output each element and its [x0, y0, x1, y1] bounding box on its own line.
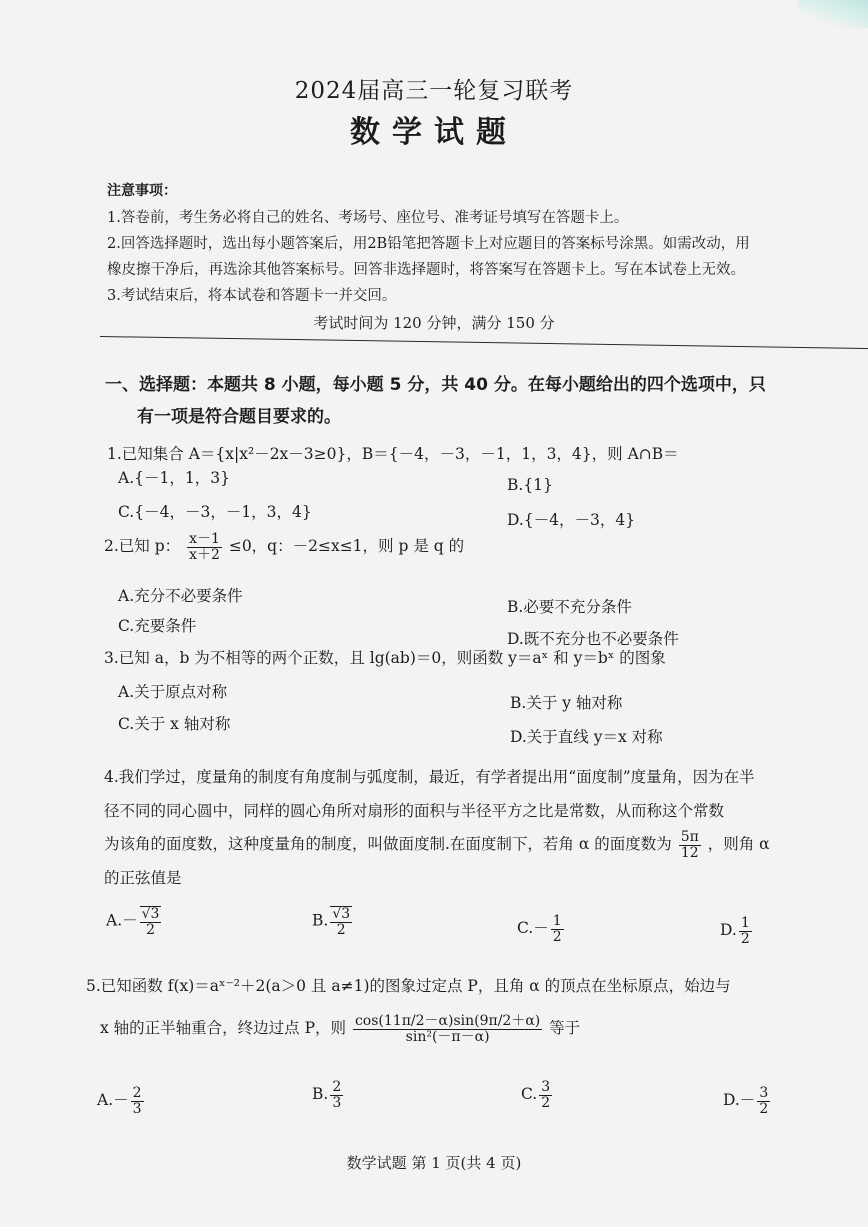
question-5-option-a-label: A.－ — [97, 1091, 129, 1110]
divider-line — [100, 336, 868, 349]
question-4-option-b-den: 2 — [336, 921, 346, 938]
question-4-line1: 4.我们学过，度量角的制度有角度制与弧度制，最近，有学者提出用“面度制”度量角，因为在半 — [104, 768, 755, 786]
section-heading-line2: 有一项是符合题目要求的。 — [137, 407, 341, 427]
question-4-option-c-den: 2 — [552, 928, 562, 945]
question-5-option-d-fraction — [757, 1086, 770, 1116]
exam-title: 2024届高三一轮复习联考 — [294, 78, 574, 104]
question-5-option-c-fraction — [539, 1080, 552, 1110]
question-4-option-a-label: A.－ — [106, 911, 138, 930]
notice-item-2b: 橡皮擦干净后，再选涂其他答案标号。回答非选择题时，将答案写在答题卡上。写在本试卷上无效。 — [107, 262, 745, 278]
question-4-option-a-den: 2 — [146, 921, 155, 938]
question-1-option-d: D.{－4，－3，4} — [507, 511, 636, 529]
question-3-option-d: D.关于直线 y＝x 对称 — [510, 728, 663, 746]
question-5-option-d — [723, 1086, 772, 1116]
question-2-fraction-den: x＋2 — [189, 546, 220, 563]
question-1-option-a: A.{－1，1，3} — [118, 469, 230, 487]
question-5-option-d-den: 2 — [759, 1100, 769, 1117]
question-5-line2-post: 等于 — [549, 1019, 581, 1038]
question-2-option-a: A.充分不必要条件 — [118, 587, 243, 605]
question-4-fraction-den: 12 — [680, 844, 699, 861]
question-5-option-a-den: 3 — [132, 1100, 142, 1117]
question-4-option-d-num: 1 — [740, 915, 750, 931]
question-3-option-b: B.关于 y 轴对称 — [510, 694, 623, 712]
question-5-option-b-num: 2 — [332, 1079, 342, 1095]
notice-heading: 注意事项： — [107, 183, 177, 199]
question-5-expression-num: cos(11π/2－α)sin(9π/2＋α) — [354, 1013, 541, 1029]
question-5-option-c-num: 3 — [541, 1079, 551, 1095]
question-4-option-b — [312, 906, 354, 937]
question-5-option-a — [97, 1086, 146, 1116]
question-4-option-b-fraction — [330, 906, 352, 937]
question-4-option-a — [106, 906, 163, 937]
question-4-fraction — [679, 830, 701, 860]
question-5-expression — [353, 1014, 542, 1044]
question-4-option-d — [720, 916, 754, 946]
question-4-line3-post: ，则角 α — [707, 835, 770, 854]
question-4-option-c-num: 1 — [552, 913, 562, 929]
question-4-option-c-fraction — [551, 914, 564, 944]
question-4-option-d-label: D. — [720, 921, 737, 940]
question-3-option-c: C.关于 x 轴对称 — [118, 715, 231, 733]
question-4-line4: 的正弦值是 — [104, 869, 182, 887]
page-footer: 数学试题 第 1 页(共 4 页) — [346, 1154, 522, 1172]
exam-time: 考试时间为 120 分钟，满分 150 分 — [313, 314, 555, 332]
question-4-option-d-fraction — [739, 916, 752, 946]
question-5-expression-den: sin²(－π－α) — [405, 1028, 490, 1045]
question-5-option-b-den: 3 — [332, 1094, 342, 1111]
notice-item-3: 3.考试结束后，将本试卷和答题卡一并交回。 — [107, 288, 397, 304]
section-heading-line1: 一、选择题：本题共 8 小题，每小题 5 分，共 40 分。在每小题给出的四个选项中，只 — [105, 375, 766, 395]
question-4-option-a-num: √3 — [141, 906, 160, 922]
question-4-option-c — [517, 914, 566, 944]
notice-item-1: 1.答卷前，考生务必将自己的姓名、考场号、座位号、准考证号填写在答题卡上。 — [107, 210, 629, 226]
question-5-option-a-num: 2 — [132, 1085, 142, 1101]
question-5-option-c-den: 2 — [541, 1094, 551, 1111]
question-5-line1: 5.已知函数 f(x)＝aˣ⁻²＋2(a＞0 且 a≠1)的图象过定点 P，且角 α 的顶点在坐标原点，始边与 — [86, 977, 731, 995]
question-5-option-b-label: B. — [312, 1085, 329, 1104]
question-5-option-d-label: D.－ — [723, 1091, 756, 1110]
question-1-stem: 1.已知集合 A＝{x|x²－2x－3≥0}，B＝{－4，－3，－1，1，3，4}，则 A∩B＝ — [107, 445, 679, 463]
question-5-option-a-fraction — [131, 1086, 144, 1116]
question-1-option-c: C.{－4，－3，－1，3，4} — [118, 503, 312, 521]
question-4-option-d-den: 2 — [740, 930, 750, 947]
notice-item-2a: 2.回答选择题时，选出每小题答案后，用2B铅笔把答题卡上对应题目的答案标号涂黑。如需改动，用 — [107, 236, 750, 252]
question-2-option-b: B.必要不充分条件 — [507, 598, 632, 616]
question-5-option-d-num: 3 — [759, 1085, 769, 1101]
question-2-stem — [104, 532, 464, 562]
question-5-option-b-fraction — [330, 1080, 343, 1110]
corner-shadow — [798, 0, 868, 28]
question-4-option-c-label: C.－ — [517, 919, 549, 938]
question-4-option-a-fraction — [140, 906, 162, 937]
question-4-line2: 径不同的同心圆中，同样的圆心角所对扇形的面积与半径平方之比是常数，从而称这个常数 — [104, 802, 725, 820]
question-4-option-b-num: √3 — [332, 906, 351, 922]
question-5-option-b — [312, 1080, 345, 1110]
question-4-fraction-num: 5π — [680, 829, 699, 845]
question-2-stem-post: ≤0，q：－2≤x≤1，则 p 是 q 的 — [228, 537, 465, 556]
question-2-stem-pre: 2.已知 p： — [104, 537, 181, 556]
question-2-fraction — [187, 532, 222, 562]
subject-title: 数学试题 — [350, 115, 518, 150]
question-4-line3-pre: 为该角的面度数，这种度量角的制度，叫做面度制.在面度制下，若角 α 的面度数为 — [104, 835, 672, 854]
question-1-option-b: B.{1} — [507, 476, 553, 494]
question-3-stem: 3.已知 a，b 为不相等的两个正数，且 lg(ab)＝0，则函数 y＝aˣ 和 y＝bˣ 的图象 — [104, 649, 666, 667]
question-4-line3 — [104, 830, 770, 860]
question-3-option-a: A.关于原点对称 — [118, 683, 228, 701]
question-5-line2 — [100, 1014, 580, 1044]
question-5-line2-pre: x 轴的正半轴重合，终边过点 P，则 — [100, 1019, 347, 1038]
question-2-fraction-num: x－1 — [189, 531, 220, 547]
question-4-option-b-label: B. — [312, 911, 329, 930]
question-2-option-d: D.既不充分也不必要条件 — [507, 630, 679, 648]
question-5-option-c — [521, 1080, 554, 1110]
question-5-option-c-label: C. — [521, 1085, 538, 1104]
question-2-option-c: C.充要条件 — [118, 617, 197, 635]
